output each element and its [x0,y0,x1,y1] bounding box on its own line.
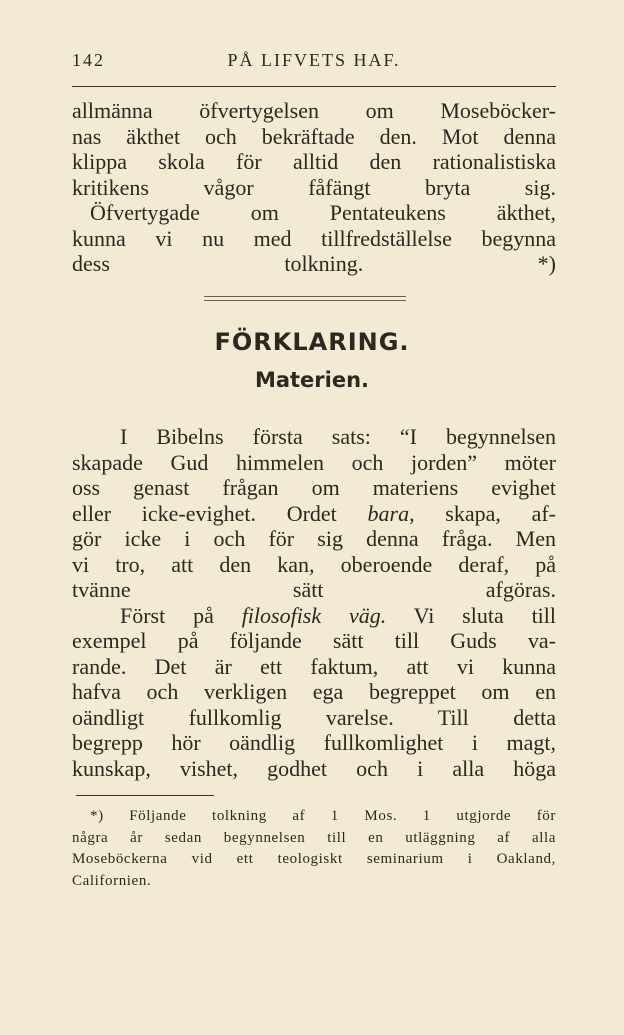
footnote-line: *) Följande tolkning af 1 Mos. 1 utgjorde för [90,808,556,824]
footnote [72,806,556,892]
intro-paragraphs [72,98,556,277]
hebrew-word: bara, [367,500,415,526]
text-line: oändligt fullkomlig varelse. Till detta [72,704,556,730]
text-line: vi tro, att den kan, oberoende deraf, på [72,551,556,577]
text-line [72,501,556,527]
text-line: kunskap, vishet, godhet och i alla höga [72,755,556,781]
page-number: 142 [72,50,105,70]
text-line: rande. Det är ett faktum, att vi kunna [72,653,556,679]
italic-phrase: filosofisk väg. [241,602,387,628]
text-fragment: Vi sluta till [413,602,557,628]
text-line: exempel på följande sätt till Guds va- [72,628,556,653]
text-line: I Bibelns första sats: “I begynnelsen [120,424,556,449]
text-line: Öfvertygade om Pentateukens äkthet, [90,200,556,225]
text-line: begrepp hör oändlig fullkomlighet i magt, [72,730,556,755]
text-line: nas äkthet och bekräftade den. Mot denna [72,123,556,149]
text-line: dess tolkning. *) [72,251,556,276]
footnote-line: Moseböckerna vid ett teologiskt seminarium i Oakland, [72,851,556,867]
text-line: kunna vi nu med tillfredställelse begynna [72,225,556,251]
text-line [72,603,556,629]
section-title: FÖRKLARING. [214,328,410,356]
section-subtitle: Materien. [254,368,370,392]
text-line: allmänna öfvertygelsen om Moseböcker- [72,98,556,123]
text-fragment: Först på [120,602,214,628]
section-separator [204,296,406,301]
footnote-line: Californien. [72,872,152,889]
running-title: PÅ LIFVETS HAF. [227,50,401,70]
footnote-line: några år sedan begynnelsen till en utläggning af alla [72,829,556,846]
text-line: gör icke i och för sig denna fråga. Men [72,526,556,551]
header-rule [72,86,556,87]
text-line: skapade Gud himmelen och jorden” möter [72,449,556,475]
text-line: kritikens vågor fåfängt bryta sig. [72,174,556,200]
text-fragment: eller icke-evighet. Ordet [72,500,337,526]
text-fragment: skapa, af- [445,500,556,526]
footnote-rule [76,795,214,796]
page-header [72,48,556,78]
text-line: oss genast frågan om materiens evighet [72,475,556,500]
text-line: hafva och verkligen ega begreppet om en [72,679,556,704]
main-paragraphs [72,424,556,781]
text-line: klippa skola för alltid den rationalistiska [72,149,556,174]
text-line: tvänne sätt afgöras. [72,577,556,602]
